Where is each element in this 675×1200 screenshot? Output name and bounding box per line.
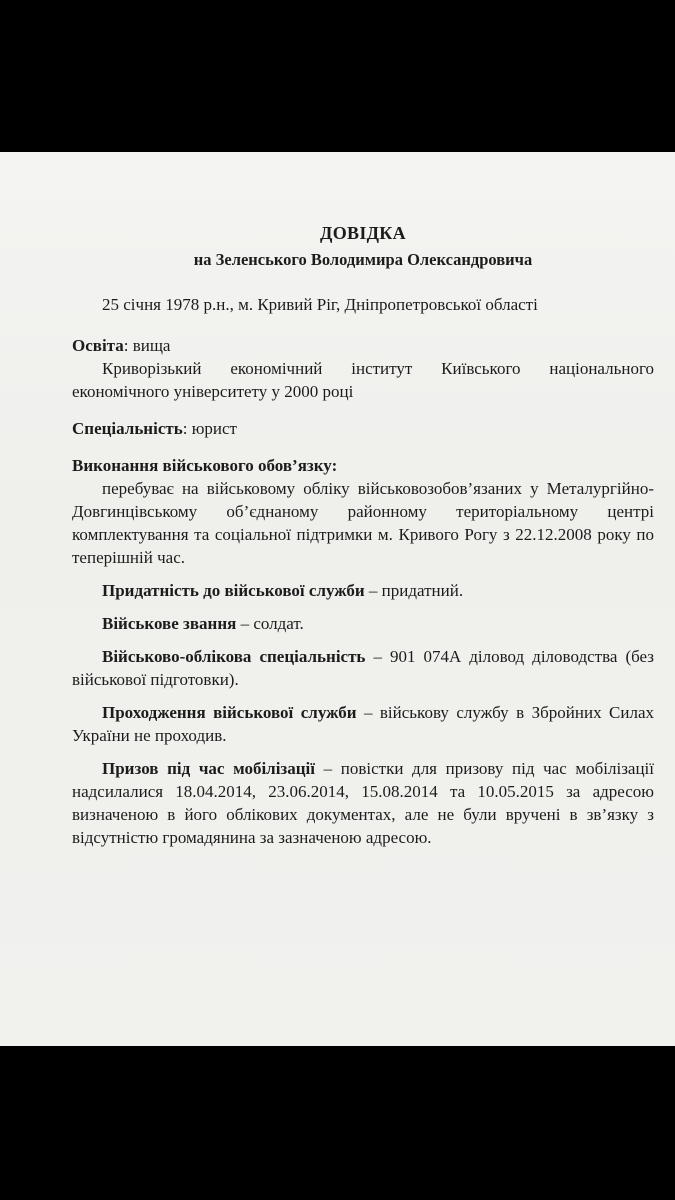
education-label: Освіта [72, 336, 124, 355]
education-details: Криворізький економічний інститут Київського національного економічного університету у 2000 році [72, 359, 654, 401]
document-subtitle: на Зеленського Володимира Олександровича [193, 250, 533, 269]
bottom-black-bar [0, 1046, 675, 1200]
accounting-specialty-label: Військово-облікова спеціальність [102, 647, 366, 666]
service-section [72, 701, 654, 747]
military-duty-label: Виконання військового обов’язку: [72, 456, 338, 475]
service-label: Проходження військової служби [102, 703, 357, 722]
top-black-bar [0, 0, 675, 152]
rank-label: Військове звання [102, 614, 237, 633]
mobilization-value: – повістки для призову під час мобілізації надсилалися 18.04.2014, 23.06.2014, 15.08.2014 та 10.05.2015 за адресою визначеною в його облікових документах, але не були вручені в зв’язку з відсутністю громадянина за зазначеною адресою. [72, 759, 655, 847]
military-duty-text: перебуває на військовому обліку військовозобов’язаних у Металургійно-Довгинцівському об’єднаному районному територіальному центрі комплектування та соціальної підтримки м. Кривого Рогу з 22.12.2008 року по теперішній час. [72, 479, 654, 567]
specialty-value: : юрист [182, 419, 237, 438]
specialty-label: Спеціальність [72, 419, 183, 438]
fitness-value: – придатний. [364, 581, 464, 600]
accounting-specialty-section [72, 645, 654, 691]
education-value: : вища [123, 336, 171, 355]
fitness-section [72, 579, 654, 602]
education-section [72, 334, 654, 403]
military-duty-section [72, 454, 654, 569]
specialty-section [72, 417, 654, 440]
document-body [72, 222, 654, 849]
mobilization-label: Призов під час мобілізації [102, 759, 315, 778]
rank-value: – солдат. [236, 614, 304, 633]
document-title: ДОВІДКА [320, 223, 406, 243]
service-value: – військову службу в Збройних Силах України не проходив. [72, 703, 654, 745]
accounting-specialty-value: – 901 074А діловод діловодства (без військової підготовки). [72, 647, 654, 689]
mobilization-section [72, 757, 654, 849]
birth-info: 25 січня 1978 р.н., м. Кривий Ріг, Дніпропетровської області [102, 295, 538, 314]
fitness-label: Придатність до військової служби [102, 581, 365, 600]
rank-section [72, 612, 654, 635]
document-page [0, 152, 675, 1046]
